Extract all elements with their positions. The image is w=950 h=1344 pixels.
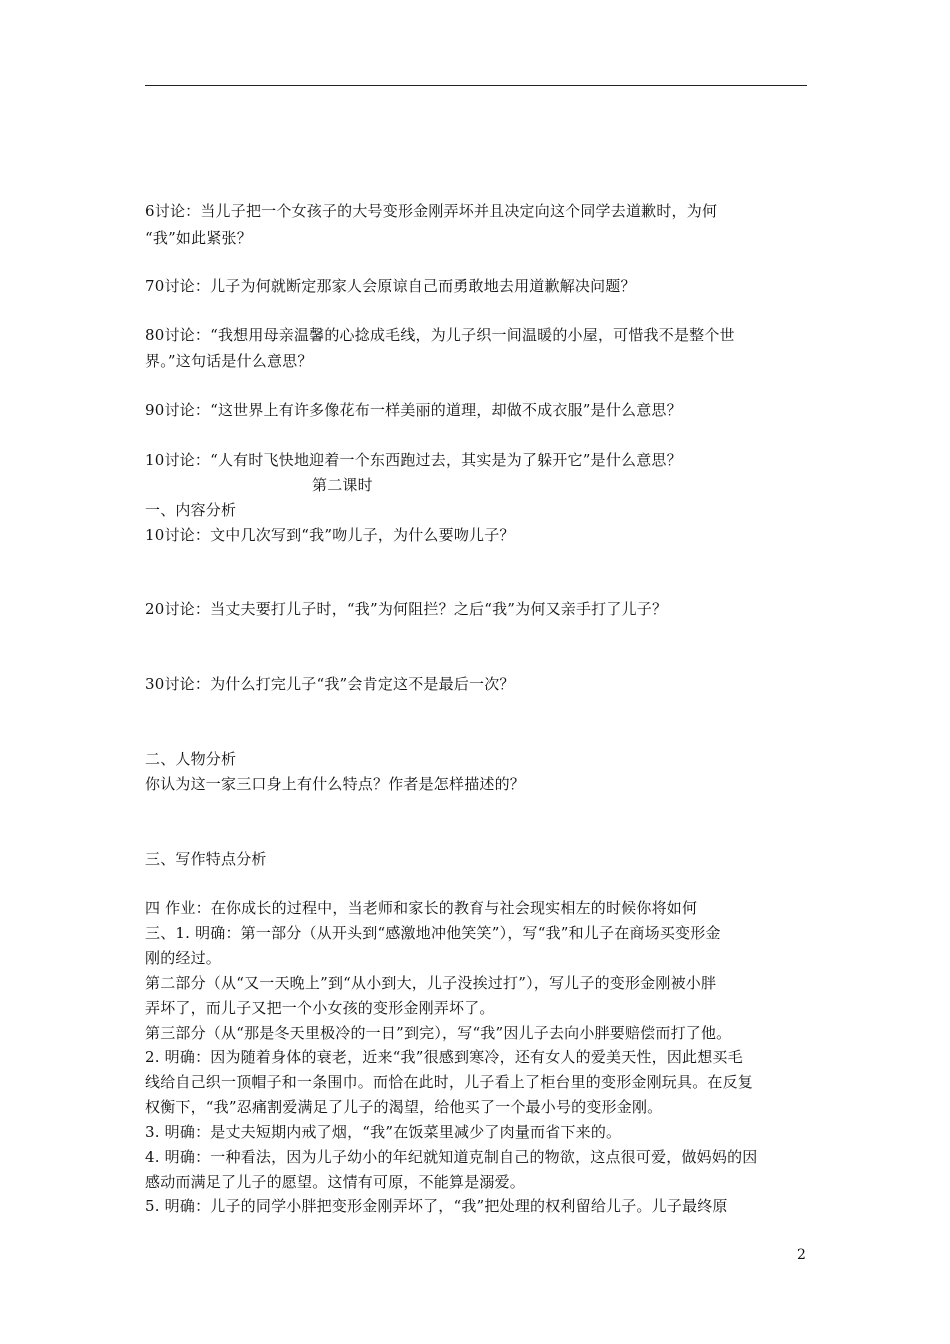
text-line: 10讨论：文中几次写到“我”吻儿子，为什么要吻儿子？ xyxy=(145,526,515,544)
text-line: 80讨论：“我想用母亲温馨的心捻成毛线，为儿子织一间温暖的小屋，可惜我不是整个世 xyxy=(145,326,735,344)
text-line: 弄坏了，而儿子又把一个小女孩的变形金刚弄坏了。 xyxy=(145,999,495,1017)
section-title: 第二课时 xyxy=(312,476,373,494)
section-heading: 一、内容分析 xyxy=(145,501,237,519)
text-line: 三、1. 明确：第一部分（从开头到“感激地冲他笑笑”），写“我”和儿子在商场买变形金 xyxy=(145,924,721,942)
page-number: 2 xyxy=(797,1247,806,1263)
text-line: 5. 明确：儿子的同学小胖把变形金刚弄坏了，“我”把处理的权利留给儿子。儿子最终原 xyxy=(145,1197,728,1215)
text-line: 你认为这一家三口身上有什么特点？作者是怎样描述的？ xyxy=(145,775,526,793)
text-line: 20讨论：当丈夫要打儿子时，“我”为何阻拦？之后“我”为何又亲手打了儿子？ xyxy=(145,600,668,618)
text-line: 第二部分（从“又一天晚上”到“从小到大，儿子没挨过打”），写儿子的变形金刚被小胖 xyxy=(145,974,717,992)
text-line: 感动而满足了儿子的愿望。这情有可原，不能算是溺爱。 xyxy=(145,1173,526,1191)
text-line: 4. 明确：一种看法，因为儿子幼小的年纪就知道克制自己的物欲，这点很可爱，做妈妈的因 xyxy=(145,1148,758,1166)
text-line: 6讨论：当儿子把一个女孩子的大号变形金刚弄坏并且决定向这个同学去道歉时，为何 xyxy=(145,202,718,220)
text-line: 2. 明确：因为随着身体的衰老，近来“我”很感到寒冷，还有女人的爱美天性，因此想买毛 xyxy=(145,1048,743,1066)
text-line: 10讨论：“人有时飞快地迎着一个东西跑过去，其实是为了躲开它”是什么意思？ xyxy=(145,451,682,469)
text-line: 线给自己织一顶帽子和一条围巾。而恰在此时，儿子看上了柜台里的变形金刚玩具。在反复 xyxy=(145,1073,754,1091)
text-line: 90讨论：“这世界上有许多像花布一样美丽的道理，却做不成衣服”是什么意思？ xyxy=(145,401,682,419)
text-line: 第三部分（从“那是冬天里极冷的一日”到完），写“我”因儿子去向小胖要赔偿而打了他。 xyxy=(145,1024,732,1042)
section-heading: 三、写作特点分析 xyxy=(145,850,267,868)
section-heading: 二、人物分析 xyxy=(145,750,237,768)
text-line: 3. 明确：是丈夫短期内戒了烟，“我”在饭菜里减少了肉量而省下来的。 xyxy=(145,1123,622,1141)
header-rule xyxy=(145,85,807,86)
text-line: “我”如此紧张？ xyxy=(145,229,252,247)
text-line: 70讨论：儿子为何就断定那家人会原谅自己而勇敢地去用道歉解决问题？ xyxy=(145,277,636,295)
text-line: 30讨论：为什么打完儿子“我”会肯定这不是最后一次？ xyxy=(145,675,515,693)
text-line: 四 作业：在你成长的过程中，当老师和家长的教育与社会现实相左的时候你将如何 xyxy=(145,899,698,917)
text-line: 界。”这句话是什么意思？ xyxy=(145,352,313,370)
text-line: 权衡下，“我”忍痛割爱满足了儿子的渴望，给他买了一个最小号的变形金刚。 xyxy=(145,1098,663,1116)
text-line: 刚的经过。 xyxy=(145,949,222,967)
